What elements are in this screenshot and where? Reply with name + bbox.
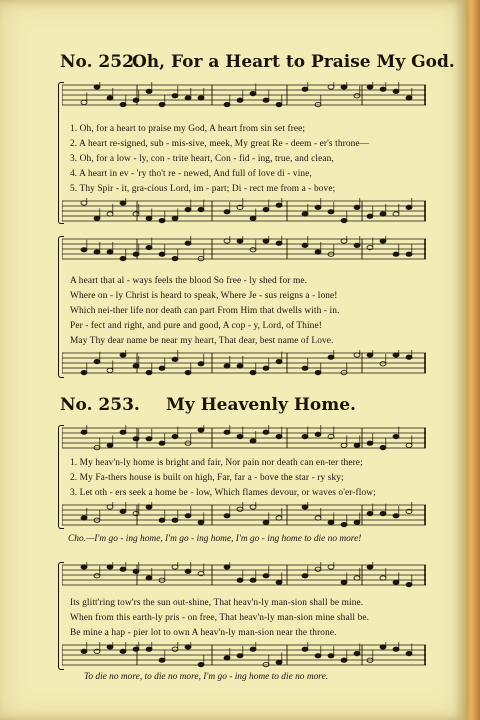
note-head: [328, 210, 334, 214]
note-head: [393, 252, 399, 256]
note-head: [367, 85, 373, 89]
chorus-line: Cho.—I'm go - ing home, I'm go - ing home, I'm go - ing home to die no more!: [68, 534, 362, 544]
note-head: [276, 660, 282, 664]
note-head: [237, 98, 243, 102]
note-head: [94, 85, 100, 89]
note-head: [120, 649, 126, 653]
note-head: [315, 250, 321, 254]
note-head: [341, 239, 347, 243]
lyric-line: 1. My heav'n-ly home is bright and fair, Nor pain nor death can en-ter there;: [70, 458, 363, 468]
note-head: [263, 662, 269, 666]
note-head: [393, 89, 399, 93]
note-head: [133, 437, 139, 441]
note-head: [107, 96, 113, 100]
bass-staff: [62, 350, 426, 376]
note-head: [302, 366, 308, 370]
note-head: [341, 370, 347, 374]
lyric-line: 1. Oh, for a heart to praise my God, A heart from sin set free;: [70, 124, 306, 134]
note-head: [224, 210, 230, 214]
note-head: [94, 359, 100, 363]
staff-lines: [62, 82, 426, 108]
lyric-line: A heart that al - ways feels the blood So free - ly shed for me.: [70, 276, 308, 286]
note-head: [120, 509, 126, 513]
note-head: [107, 443, 113, 447]
note-head: [159, 366, 165, 370]
note-head: [159, 658, 165, 662]
note-head: [328, 85, 334, 89]
note-head: [380, 645, 386, 649]
note-head: [224, 656, 230, 660]
note-head: [367, 214, 373, 218]
staff-lines: [62, 198, 426, 224]
note-head: [315, 567, 321, 571]
note-head: [250, 505, 256, 509]
note-head: [198, 256, 204, 260]
note-head: [380, 445, 386, 449]
note-head: [406, 651, 412, 655]
note-head: [146, 370, 152, 374]
note-head: [133, 569, 139, 573]
note-head: [380, 362, 386, 366]
note-head: [172, 94, 178, 98]
note-head: [237, 434, 243, 438]
note-head: [159, 441, 165, 445]
note-head: [341, 443, 347, 447]
note-head: [185, 514, 191, 518]
note-head: [328, 565, 334, 569]
note-head: [185, 241, 191, 245]
note-head: [146, 89, 152, 93]
note-head: [120, 201, 126, 205]
note-head: [81, 370, 87, 374]
note-head: [172, 434, 178, 438]
note-head: [315, 654, 321, 658]
note-head: [393, 514, 399, 518]
note-head: [185, 645, 191, 649]
note-head: [354, 243, 360, 247]
note-head: [159, 218, 165, 222]
note-head: [276, 102, 282, 106]
note-head: [172, 357, 178, 361]
note-head: [237, 364, 243, 368]
note-head: [107, 250, 113, 254]
note-head: [159, 102, 165, 106]
note-head: [354, 353, 360, 357]
note-head: [237, 507, 243, 511]
note-head: [302, 574, 308, 578]
note-head: [146, 505, 152, 509]
note-head: [328, 520, 334, 524]
note-head: [185, 370, 191, 374]
note-head: [315, 205, 321, 209]
note-head: [107, 645, 113, 649]
note-head: [367, 441, 373, 445]
note-head: [94, 250, 100, 254]
note-head: [250, 578, 256, 582]
note-head: [302, 243, 308, 247]
note-head: [341, 658, 347, 662]
note-head: [120, 567, 126, 571]
note-head: [406, 252, 412, 256]
note-head: [172, 565, 178, 569]
note-head: [172, 216, 178, 220]
hymn-253-number: No. 253.: [60, 395, 140, 415]
note-head: [302, 434, 308, 438]
note-head: [224, 514, 230, 518]
note-head: [81, 201, 87, 205]
note-head: [263, 430, 269, 434]
note-head: [185, 96, 191, 100]
note-head: [354, 94, 360, 98]
note-head: [224, 430, 230, 434]
note-head: [198, 96, 204, 100]
note-head: [81, 565, 87, 569]
note-head: [107, 505, 113, 509]
note-head: [133, 647, 139, 651]
note-head: [393, 580, 399, 584]
note-head: [198, 428, 204, 432]
note-head: [133, 98, 139, 102]
note-head: [406, 355, 412, 359]
note-head: [224, 364, 230, 368]
note-head: [133, 364, 139, 368]
note-head: [133, 252, 139, 256]
final-chorus-line: To die no more, to die no more, I'm go - ing home to die no more.: [84, 672, 329, 682]
note-head: [133, 212, 139, 216]
lyric-line: Its glitt'ring tow'rs the sun out-shine, That heav'n-ly man-sion shall be mine.: [70, 598, 364, 608]
note-head: [146, 576, 152, 580]
note-head: [393, 212, 399, 216]
staff-lines: [62, 502, 426, 528]
note-head: [146, 245, 152, 249]
note-head: [341, 218, 347, 222]
lyric-line: Where on - ly Christ is heard to speak, Where Je - sus reigns a - lone!: [70, 291, 338, 301]
note-head: [354, 205, 360, 209]
note-head: [302, 505, 308, 509]
note-head: [263, 207, 269, 211]
note-head: [302, 87, 308, 91]
lyric-line: Which nei-ther life nor death can part From Him that dwells with - in.: [70, 306, 340, 316]
note-head: [276, 241, 282, 245]
note-head: [367, 511, 373, 515]
note-head: [237, 654, 243, 658]
lyric-line: Be mine a hap - pier lot to own A heav'n-ly man-sion near the throne.: [70, 628, 337, 638]
note-head: [237, 578, 243, 582]
bass-staff: [62, 198, 426, 224]
note-head: [172, 647, 178, 651]
note-head: [159, 518, 165, 522]
staff-lines: [62, 642, 426, 668]
note-head: [250, 216, 256, 220]
note-head: [354, 576, 360, 580]
note-head: [146, 647, 152, 651]
note-head: [263, 574, 269, 578]
note-head: [393, 647, 399, 651]
note-head: [224, 239, 230, 243]
note-head: [146, 216, 152, 220]
staff-lines: [62, 350, 426, 376]
note-head: [315, 432, 321, 436]
staff-lines: [62, 562, 426, 588]
treble-staff: [62, 236, 426, 262]
note-head: [185, 569, 191, 573]
note-head: [94, 216, 100, 220]
note-head: [120, 102, 126, 106]
bass-staff: [62, 642, 426, 668]
note-head: [107, 565, 113, 569]
note-head: [224, 565, 230, 569]
note-head: [341, 522, 347, 526]
note-head: [315, 516, 321, 520]
note-head: [406, 443, 412, 447]
note-head: [94, 574, 100, 578]
bass-staff: [62, 502, 426, 528]
note-head: [250, 647, 256, 651]
lyric-line: Per - fect and right, and pure and good, A cop - y, Lord, of Thine!: [70, 321, 322, 331]
note-head: [172, 518, 178, 522]
note-head: [328, 654, 334, 658]
note-head: [393, 353, 399, 357]
note-head: [276, 580, 282, 584]
note-head: [198, 662, 204, 666]
note-head: [406, 96, 412, 100]
note-head: [315, 370, 321, 374]
note-head: [380, 212, 386, 216]
note-head: [302, 647, 308, 651]
lyric-line: 3. Let oth - ers seek a home be - low, Which flames devour, or waves o'er-flow;: [70, 488, 376, 498]
lyric-line: 3. Oh, for a low - ly, con - trite heart, Con - fid - ing, true, and clean,: [70, 154, 334, 164]
note-head: [341, 85, 347, 89]
note-head: [250, 91, 256, 95]
treble-staff: [62, 562, 426, 588]
note-head: [354, 443, 360, 447]
note-head: [380, 511, 386, 515]
note-head: [302, 212, 308, 216]
note-head: [120, 353, 126, 357]
note-head: [276, 434, 282, 438]
lyric-line: 4. A heart in ev - 'ry tho't re - newed, And full of love di - vine,: [70, 169, 312, 179]
note-head: [107, 368, 113, 372]
hymn-252-title: Oh, For a Heart to Praise My God.: [132, 52, 455, 72]
note-head: [146, 437, 152, 441]
note-head: [250, 370, 256, 374]
note-head: [159, 252, 165, 256]
note-head: [406, 582, 412, 586]
lyric-line: May Thy dear name be near my heart, That dear, best name of Love.: [70, 336, 334, 346]
note-head: [276, 359, 282, 363]
note-head: [328, 355, 334, 359]
note-head: [263, 366, 269, 370]
note-head: [81, 649, 87, 653]
lyric-line: 2. A heart re-signed, sub - mis-sive, meek, My great Re - deem - er's throne—: [70, 139, 370, 149]
note-head: [224, 102, 230, 106]
hymn-252-number: No. 252.: [60, 52, 140, 72]
note-head: [380, 239, 386, 243]
note-head: [198, 362, 204, 366]
treble-staff: [62, 425, 426, 451]
note-head: [263, 520, 269, 524]
note-head: [276, 516, 282, 520]
lyric-line: When from this earth-ly pris - on free, That heav'n-ly man-sion mine shall be.: [70, 613, 370, 623]
note-head: [94, 445, 100, 449]
note-head: [250, 439, 256, 443]
note-head: [81, 100, 87, 104]
note-head: [172, 256, 178, 260]
note-head: [367, 353, 373, 357]
note-head: [107, 212, 113, 216]
note-head: [263, 98, 269, 102]
note-head: [367, 565, 373, 569]
note-head: [81, 516, 87, 520]
note-head: [198, 207, 204, 211]
note-head: [406, 205, 412, 209]
lyric-line: 2. My Fa-thers house is built on high, Far, far a - bove the star - ry sky;: [70, 473, 344, 483]
book-spine: [466, 0, 480, 720]
note-head: [120, 430, 126, 434]
treble-staff: [62, 82, 426, 108]
note-head: [341, 580, 347, 584]
note-head: [380, 87, 386, 91]
note-head: [198, 520, 204, 524]
note-head: [276, 203, 282, 207]
staff-lines: [62, 236, 426, 262]
note-head: [237, 239, 243, 243]
note-head: [250, 248, 256, 252]
note-head: [120, 256, 126, 260]
lyric-line: 5. Thy Spir - it, gra-cious Lord, im - part; Di - rect me from a - bove;: [70, 184, 336, 194]
note-head: [380, 576, 386, 580]
staff-lines: [62, 425, 426, 451]
note-head: [81, 430, 87, 434]
note-head: [81, 248, 87, 252]
note-head: [393, 434, 399, 438]
hymn-253-title: My Heavenly Home.: [166, 395, 356, 415]
note-head: [354, 651, 360, 655]
note-head: [263, 239, 269, 243]
note-head: [185, 207, 191, 211]
note-head: [354, 520, 360, 524]
